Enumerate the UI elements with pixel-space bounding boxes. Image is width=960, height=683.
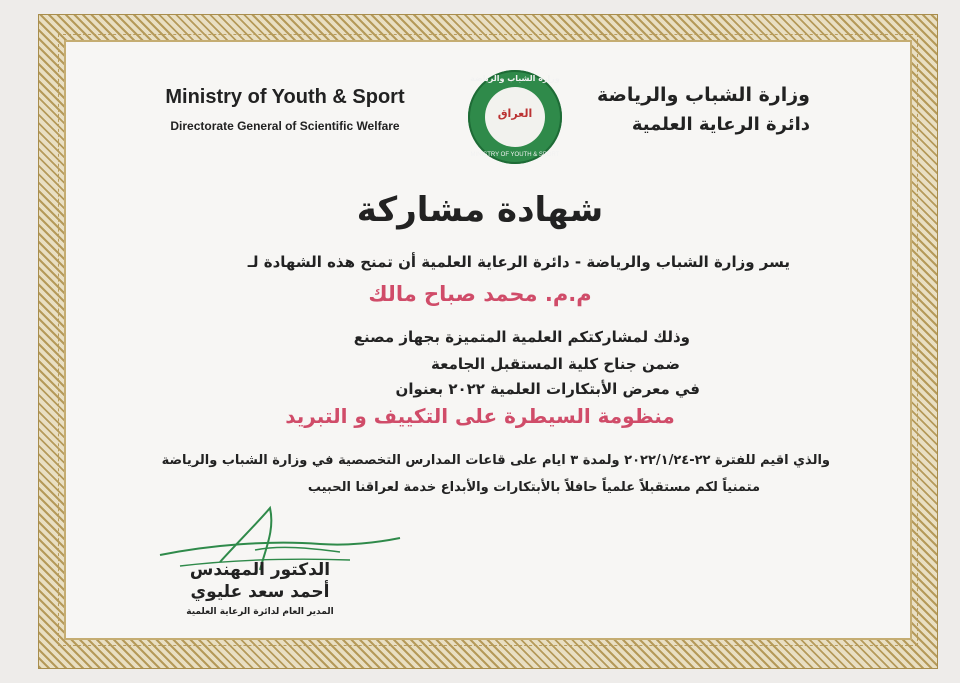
header-english [140, 86, 430, 133]
header-arabic [590, 84, 810, 135]
directorate-name-en: Directorate General of Scientific Welfare [170, 119, 400, 133]
ministry-name-ar: وزارة الشباب والرياضة [596, 84, 810, 106]
directorate-name-ar: دائرة الرعاية العلمية [631, 114, 810, 135]
closing-wish-line: متمنياً لكم مستقبلاً علمياً حافلاً بالأبتكارات والأبداع خدمة لعراقنا الحبيب [307, 480, 760, 495]
ministry-logo [468, 70, 562, 164]
signatory-role: المدير العام لدائرة الرعاية العلمية [186, 607, 334, 617]
certificate-title: شهادة مشاركة [356, 190, 604, 230]
pavilion-line: ضمن جناح كلية المستقبل الجامعة [431, 355, 680, 373]
logo-ring-text: وزارة الشباب والرياضة [470, 74, 560, 83]
recipient-name: م.م. محمد صباح مالك [368, 282, 592, 306]
presentation-line: يسر وزارة الشباب والرياضة - دائرة الرعاية العلمية أن تمنح هذه الشهادة لـ [247, 253, 790, 271]
participation-line: وذلك لمشاركتكم العلمية المتميزة بجهاز مصنع [353, 328, 690, 346]
signatory-name: أحمد سعد عليوي [190, 582, 330, 602]
exhibition-line: في معرض الأبتكارات العلمية ٢٠٢٢ بعنوان [395, 380, 700, 398]
project-title: منظومة السيطرة على التكييف و التبريد [285, 404, 675, 428]
logo-emblem-text: العراق [497, 107, 533, 120]
event-period-line: والذي اقيم للفترة ٢٢-٢٠٢٢/١/٢٤ ولمدة ٣ ايام على قاعات المدارس التخصصية في وزارة الشباب والرياضة [161, 453, 830, 468]
signatory-title: الدكتور المهندس [189, 560, 331, 580]
logo-ring-text-bottom: MINISTRY OF YOUTH & SPORT [470, 152, 560, 158]
logo-emblem [485, 87, 545, 147]
ministry-name-en: Ministry of Youth & Sport [165, 86, 405, 108]
